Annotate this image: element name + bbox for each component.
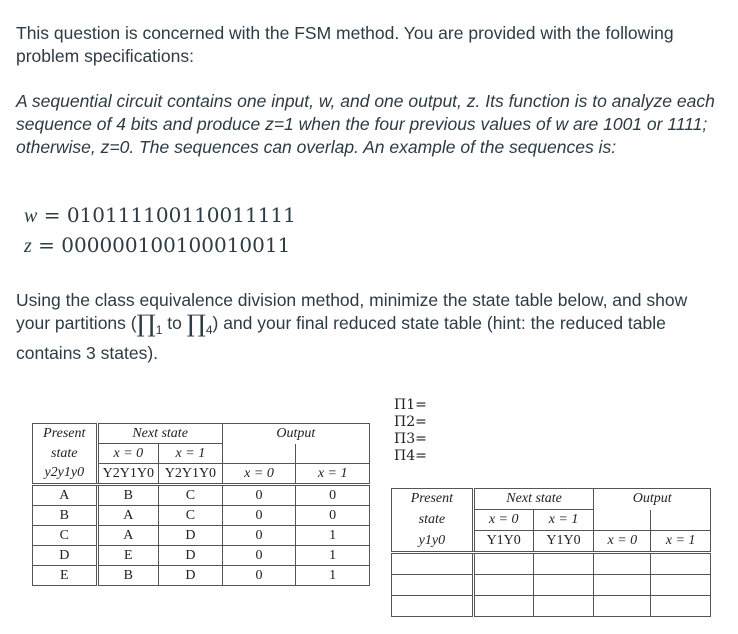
product-sub-to: 4	[205, 323, 213, 337]
blank-cell	[651, 553, 711, 575]
next-state-label: Next state	[97, 424, 222, 444]
output-x1: 1	[296, 546, 370, 566]
reduced-output-label: Output	[594, 489, 711, 510]
blank-cell	[594, 575, 651, 596]
present-label: Present	[33, 424, 98, 444]
instruction-before: Using the class equivalence division method, minimize the state table below, and show your partitions (	[16, 290, 688, 333]
present-state: B	[33, 506, 98, 526]
table-row	[33, 546, 370, 566]
blank-cell	[651, 596, 711, 617]
output-x1: 0	[296, 506, 370, 526]
reduced-output-blank-2	[651, 510, 711, 531]
intro-text: This question is concerned with the FSM method. You are provided with the following problem specifications:	[16, 23, 674, 66]
next-state-x0: E	[97, 546, 159, 566]
x1-header: x = 1	[159, 444, 223, 464]
sequence-z-var: z	[24, 235, 32, 257]
partition-2: Π2=	[394, 414, 427, 430]
partition-3: Π3=	[394, 431, 427, 447]
blank-cell	[473, 553, 533, 575]
output-x0: 0	[222, 566, 296, 586]
output-x0: 0	[222, 546, 296, 566]
table-row	[33, 485, 370, 506]
next-state-x0: B	[97, 566, 159, 586]
blank-cell	[473, 575, 533, 596]
next-vars-x1: Y2Y1Y0	[159, 464, 223, 485]
table-row	[392, 553, 711, 575]
table-row	[392, 596, 711, 617]
present-state: D	[33, 546, 98, 566]
partition-1: Π1=	[394, 397, 427, 413]
instruction-after: ) and your final reduced state table (hint: the reduced table contains 3 states).	[16, 313, 666, 363]
blank-cell	[392, 575, 474, 596]
output-x0: 0	[222, 485, 296, 506]
next-state-x0: A	[97, 526, 159, 546]
next-state-x1: C	[159, 506, 223, 526]
output-x1: 1	[296, 526, 370, 546]
state-label: state	[33, 444, 98, 464]
blank-cell	[473, 596, 533, 617]
instruction-text	[16, 289, 726, 365]
blank-cell	[392, 596, 474, 617]
output-x0: 0	[222, 506, 296, 526]
sequence-w-value: 010111100110011111	[66, 203, 296, 227]
product-sub-from: 1	[155, 323, 163, 337]
next-vars-x0: Y2Y1Y0	[97, 464, 159, 485]
reduced-state-vars: y1y0	[392, 531, 474, 553]
blank-cell	[533, 575, 594, 596]
next-state-x1: D	[159, 526, 223, 546]
problem-statement: A sequential circuit contains one input, w, and one output, z. Its function is to analyze each sequence of 4 bits and produce z=1 when the four previous values of w are 1001 or 1111; otherwise, z=0. The sequences can overlap. An example of the sequences is:	[16, 91, 715, 157]
given-state-table	[32, 423, 370, 586]
product-symbol-from: ∏	[136, 310, 156, 338]
blank-cell	[392, 553, 474, 575]
table-row	[33, 506, 370, 526]
sequence-w: w = 010111100110011111	[24, 203, 296, 227]
out-x1-header: x = 1	[296, 464, 370, 485]
blank-cell	[651, 575, 711, 596]
x0-header: x = 0	[97, 444, 159, 464]
output-x0: 0	[222, 526, 296, 546]
reduced-state-table	[391, 488, 711, 617]
next-state-x1: D	[159, 566, 223, 586]
reduced-next-vars-x0: Y1Y0	[473, 531, 533, 553]
table-row	[33, 566, 370, 586]
output-x1: 1	[296, 566, 370, 586]
sequence-w-var: w	[24, 205, 38, 227]
out-x0-header: x = 0	[222, 464, 296, 485]
output-label: Output	[222, 424, 369, 444]
next-state-x1: D	[159, 546, 223, 566]
reduced-out-x1-header: x = 1	[651, 531, 711, 553]
output-x1: 0	[296, 485, 370, 506]
reduced-present-label: Present	[392, 489, 474, 510]
reduced-output-blank	[594, 510, 651, 531]
sequence-z-value: 000000100100010011	[61, 233, 291, 257]
blank-cell	[533, 596, 594, 617]
present-state: E	[33, 566, 98, 586]
table-row	[33, 526, 370, 546]
reduced-next-vars-x1: Y1Y0	[533, 531, 594, 553]
state-vars: y2y1y0	[33, 464, 98, 485]
output-blank-2	[296, 444, 370, 464]
reduced-state-label: state	[392, 510, 474, 531]
next-state-x0: A	[97, 506, 159, 526]
instruction-to: to	[162, 313, 187, 333]
reduced-out-x0-header: x = 0	[594, 531, 651, 553]
blank-cell	[533, 553, 594, 575]
reduced-next-state-label: Next state	[473, 489, 594, 510]
table-row	[392, 575, 711, 596]
reduced-x1-header: x = 1	[533, 510, 594, 531]
partition-list	[394, 397, 427, 465]
sequence-z: z = 000000100100010011	[24, 233, 291, 257]
blank-cell	[594, 553, 651, 575]
partition-4: Π4=	[394, 448, 427, 464]
product-symbol-to: ∏	[186, 310, 206, 338]
present-state: C	[33, 526, 98, 546]
output-blank	[222, 444, 296, 464]
present-state: A	[33, 485, 98, 506]
reduced-x0-header: x = 0	[473, 510, 533, 531]
next-state-x1: C	[159, 485, 223, 506]
blank-cell	[594, 596, 651, 617]
next-state-x0: B	[97, 485, 159, 506]
